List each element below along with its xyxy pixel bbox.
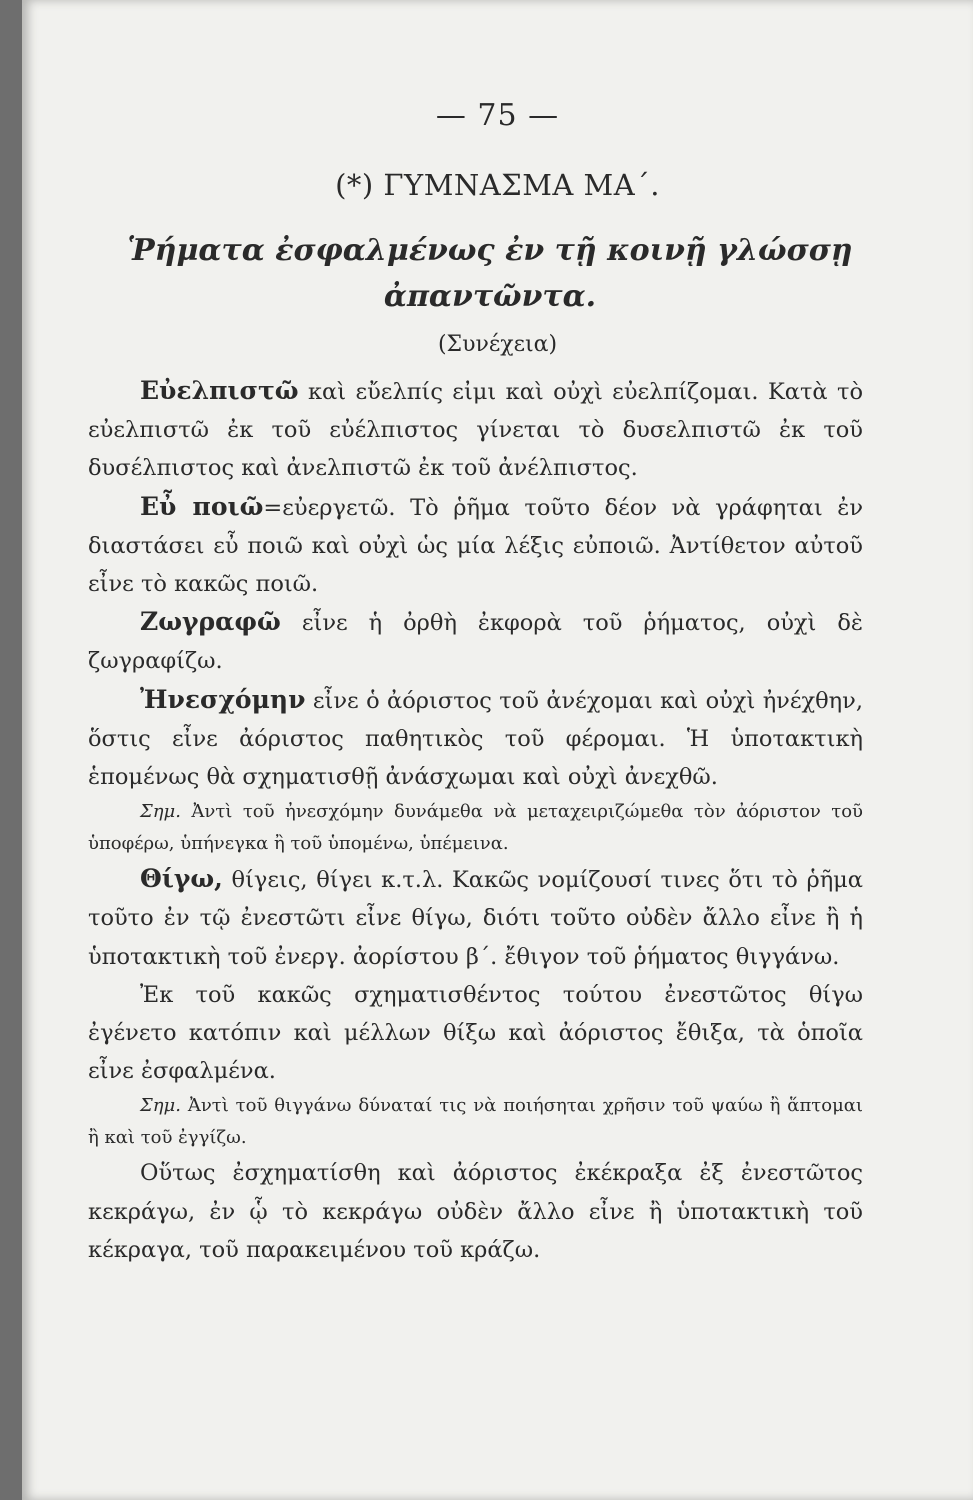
entry-text-ineschomin: εἶνε ὁ ἀόριστος τοῦ ἀνέχομαι καὶ οὐχὶ ἠνέχθην, ὅστις εἶνε ἀόριστος παθητικὸς τοῦ φέρομαι. Ἡ ὑποτακτικὴ ἑπομένως θὰ σχηματισθῇ ἀνάσχωμαι καὶ οὐχὶ ἀνεχθῶ. <box>88 687 863 791</box>
continued-label: (Συνέχεια) <box>437 332 558 357</box>
note-2-text: Ἀντὶ τοῦ θιγγάνω δύναταί τις νὰ ποιήσηται χρῆσιν τοῦ ψαύω ἢ ἅπτομαι ἢ καὶ τοῦ ἐγγίζω. <box>88 1095 863 1149</box>
entry-thigo <box>88 860 863 976</box>
note-1 <box>88 796 863 860</box>
note-2-label: Σημ. <box>140 1095 181 1117</box>
headword-eu-poio: Εὖ ποιῶ <box>140 491 264 521</box>
note-2 <box>88 1090 863 1154</box>
page-number: — 75 — <box>435 98 560 133</box>
entry-zografo <box>88 603 863 680</box>
entry-euelpisto <box>88 372 863 488</box>
headword-ineschomin: Ἠνεσχόμην <box>140 684 306 714</box>
note-1-text: Ἀντὶ τοῦ ἠνεσχόμην δυνάμεθα νὰ μεταχειριζώμεθα τὸν ἀόριστον τοῦ ὑποφέρω, ὑπήνεγκα ἢ τοῦ ὑπομένω, ὑπέμεινα. <box>88 801 863 855</box>
entry-text-euelpisto: καὶ εὔελπίς εἰμι καὶ οὐχὶ εὐελπίζομαι. Κατὰ τὸ εὐελπιστῶ ἐκ τοῦ εὐέλπιστος γίνεται τὸ δυσελπιστῶ ἐκ τοῦ δυσέλπιστος καὶ ἀνελπιστῶ ἐκ τοῦ ἀνέλπιστος. <box>88 379 863 482</box>
entry-eu-poio <box>88 488 863 604</box>
entry-text-eu-poio: =εὐεργετῶ. Τὸ ῥῆμα τοῦτο δέον νὰ γράφηται ἐν διαστάσει εὖ ποιῶ καὶ οὐχὶ ὡς μία λέξις εὐποιῶ. Ἀντίθετον αὐτοῦ εἶνε τὸ κακῶς ποιῶ. <box>88 494 863 598</box>
book-page <box>22 0 973 1500</box>
entry-ekekraxa: Οὕτως ἐσχηματίσθη καὶ ἀόριστος ἐκέκραξα ἐξ ἐνεστῶτος κεκράγω, ἐν ᾧ τὸ κεκράγω οὐδὲν ἄλλο εἶνε ἢ ὑποτακτικὴ τοῦ κέκραγα, τοῦ παρακειμένου τοῦ κράζω. <box>88 1160 863 1263</box>
entry-text-zografo: εἶνε ἡ ὀρθὴ ἐκφορὰ τοῦ ῥήματος, οὐχὶ δὲ ζωγραφίζω. <box>88 610 863 675</box>
entry-thigo-paragraph-2: Ἐκ τοῦ κακῶς σχηματισθέντος τούτου ἐνεστῶτος θίγω ἐγένετο κατόπιν καὶ μέλλων θίξω καὶ ἀόριστος ἔθιξα, τὰ ὁποῖα εἶνε ἐσφαλμένα. <box>88 981 863 1085</box>
exercise-title: (*) ΓΥΜΝΑΣΜΑ ΜΑ΄. <box>335 168 660 202</box>
headword-euelpisto: Εὐελπιστῶ <box>140 376 299 405</box>
exercise-subtitle: Ῥήματα ἐσφαλμένως ἐν τῇ κοινῇ γλώσσῃ ἀπαντῶντα. <box>127 233 853 314</box>
entry-text-thigo: θίγεις, θίγει κ.τ.λ. Κακῶς νομίζουσί τινες ὅτι τὸ ῥῆμα τοῦτο ἐν τῷ ἐνεστῶτι εἶνε θίγω, διότι τοῦτο οὐδὲν ἄλλο εἶνε ἢ ἡ ὑποτακτικὴ τοῦ ἐνεργ. ἀορίστου β΄. ἔθιγον τοῦ ῥήματος θιγγάνω. <box>88 867 863 970</box>
note-1-label: Σημ. <box>140 801 181 823</box>
headword-thigo: Θίγω, <box>140 864 223 894</box>
headword-zografo: Ζωγραφῶ <box>140 607 281 637</box>
entry-ineschomin <box>88 681 863 797</box>
body-text <box>88 372 863 1269</box>
